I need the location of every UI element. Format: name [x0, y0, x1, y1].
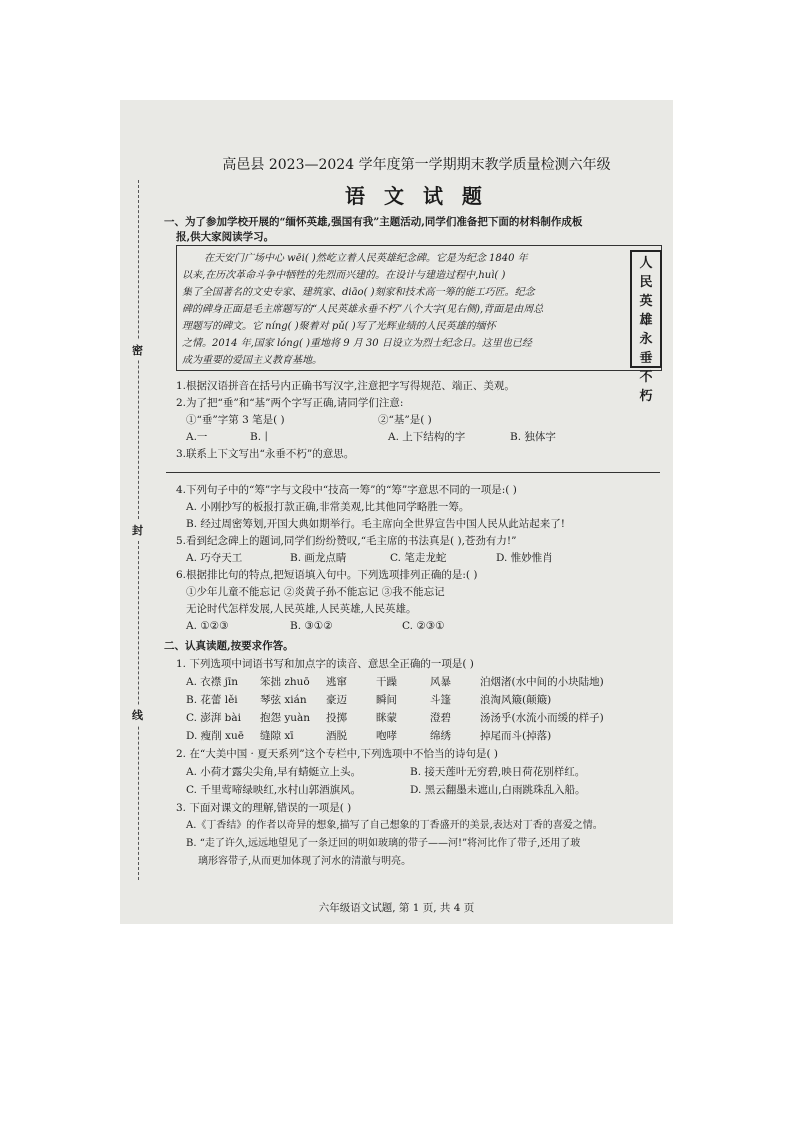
passage-line: 以来,在历次革命斗争中牺牲的先烈而兴建的。在设计与建造过程中,huì( ): [182, 270, 506, 281]
q6-option-c: C. ②③①: [402, 620, 445, 632]
q3-option-a: A.《丁香结》的作者以奇异的想象,描写了自己想象的丁香盛开的美景,表达对丁香的喜爱之情。: [186, 820, 603, 831]
q1-word: 琴弦 xián: [260, 694, 307, 706]
q5-option-c: C. 笔走龙蛇: [390, 552, 447, 564]
q6-phrases: ①少年儿童不能忘记 ②炎黄子孙不能忘记 ③我不能忘记: [186, 586, 445, 598]
q1-word: 笨拙 zhuō: [260, 676, 310, 688]
q2-option-b: B. 接天莲叶无穷碧,映日荷花别样红。: [410, 766, 586, 778]
inscription-char: 朽: [639, 389, 653, 404]
q1-word: 汤汤乎(水流小而缓的样子): [480, 712, 604, 724]
s2-question-2: 2. 在“大美中国 · 夏天系列”这个专栏中,下列选项中不恰当的诗句是( ): [176, 748, 498, 760]
passage-line: 碑的碑身正面是毛主席题写的“人民英雄永垂不朽”八个大字(见右侧),背面是由周总: [182, 304, 544, 315]
q1-word: 酒脱: [326, 730, 347, 742]
q1-word: 澄碧: [430, 712, 451, 724]
q2-option: B.丨: [250, 431, 272, 443]
q1-word: 眯蒙: [376, 712, 397, 724]
q1-option-a: A. 衣襟 jīn: [186, 676, 238, 688]
q1-word: 斗篷: [430, 694, 451, 706]
passage-line: 集了全国著名的文史专家、建筑家、diāo( )刻家和技术高一筹的能工巧匠。纪念: [182, 287, 535, 298]
q2-option: A.一: [186, 431, 208, 443]
inscription-char: 雄: [639, 313, 653, 328]
section1-heading: 一、为了参加学校开展的“缅怀英雄,强国有我”主题活动,同学们准备把下面的材料制作成板: [164, 216, 583, 228]
q5-option-d: D. 惟妙惟肖: [496, 552, 553, 564]
q1-word: 浪淘风簸(颠簸): [480, 694, 552, 706]
exam-title-line1: 高邑县 2023—2024 学年度第一学期期末教学质量检测六年级: [222, 157, 611, 173]
calligraphy-inscription: [630, 250, 662, 404]
q1-word: 干躁: [376, 676, 397, 688]
passage-line: 之情。2014 年,国家 lóng( )重地将 9 月 30 日设立为烈士纪念日。这里也已经: [182, 338, 532, 349]
q1-word: 风暴: [430, 676, 451, 688]
s2-question-1: 1. 下列选项中词语书写和加点字的读音、意思全正确的一项是( ): [176, 658, 474, 670]
inscription-char: 永: [639, 332, 653, 347]
q1-option-d: D. 瘦削 xuē: [186, 730, 244, 742]
question-2: 2.为了把“垂”和“基”两个字写正确,请同学们注意:: [176, 397, 404, 409]
question-6: 6.根据排比句的特点,把短语填入句中。下列选项排列正确的是:( ): [176, 569, 478, 581]
q1-option-c: C. 澎湃 bài: [186, 712, 242, 724]
q3-option-b-cont: 璃形容带子,从而更加体现了河水的清澈与明亮。: [198, 856, 412, 867]
q2-option-d: D. 黑云翻墨未遮山,白雨跳珠乱入船。: [410, 784, 586, 796]
q1-option-b: B. 花蕾 lěi: [186, 694, 238, 706]
q2-option: A. 上下结构的字: [388, 431, 466, 443]
q1-word: 豪迈: [326, 694, 347, 706]
q2-sub1: ①“垂”字第 3 笔是( ): [186, 414, 285, 426]
q5-option-b: B. 画龙点睛: [290, 552, 347, 564]
q4-option-b: B. 经过周密筹划,开国大典如期举行。毛主席向全世界宣告中国人民从此站起来了!: [186, 518, 565, 530]
s2-question-3: 3. 下面对课文的理解,错误的一项是( ): [176, 802, 352, 814]
q6-sentence: 无论时代怎样发展,人民英雄,人民英雄,人民英雄。: [186, 603, 417, 615]
question-4: 4.下列句子中的“筹”字与文段中“技高一筹”的“筹”字意思不同的一项是:( ): [176, 484, 517, 496]
inscription-char: 民: [639, 275, 653, 290]
seal-label-mi: 密: [132, 340, 143, 360]
inscription-char: 英: [639, 294, 653, 309]
q1-word: 掉尾而斗(掉落): [480, 730, 552, 742]
inscription-char: 不: [639, 370, 653, 385]
page-footer: 六年级语文试题, 第 1 页, 共 4 页: [318, 902, 475, 914]
seal-label-feng: 封: [132, 520, 143, 540]
q1-word: 绵绣: [430, 730, 451, 742]
q1-word: 泊烟渚(水中间的小块陆地): [480, 676, 604, 688]
exam-title: 语 文 试 题: [345, 184, 488, 208]
passage-line: 理题写的碑文。它 níng( )聚着对 pǔ( )写了光辉业绩的人民英雄的缅怀: [182, 321, 496, 332]
section2-heading: 二、认真读题,按要求作答。: [164, 640, 294, 652]
exam-sheet: [120, 100, 673, 924]
q6-option-a: A. ①②③: [186, 620, 229, 632]
q1-word: 投掷: [326, 712, 347, 724]
q6-option-b: B. ③①②: [290, 620, 333, 632]
seal-label-xian: 线: [132, 705, 143, 725]
q3-option-b: B. “走了许久,远远地望见了一条迂回的明如玻璃的带子——河!”将河比作了带子,还用了玻: [186, 838, 581, 849]
q1-word: 抱怨 yuàn: [260, 712, 311, 724]
question-3: 3.联系上下文写出“永垂不朽”的意思。: [176, 448, 355, 460]
question-1: 1.根据汉语拼音在括号内正确书写汉字,注意把字写得规范、端正、美观。: [176, 380, 515, 392]
section1-heading-cont: 报,供大家阅读学习。: [176, 231, 275, 243]
passage-line: 在天安门广场中心 wēi( )然屹立着人民英雄纪念碑。它是为纪念 1840 年: [204, 253, 528, 264]
q1-word: 逃窜: [326, 676, 347, 688]
q2-option: B. 独体字: [510, 431, 556, 443]
question-5: 5.看到纪念碑上的题词,同学们纷纷赞叹,“毛主席的书法真是( ),苍劲有力!”: [176, 535, 517, 547]
q4-option-a: A. 小刚抄写的板报打款正确,非常美观,比其他同学略胜一筹。: [186, 501, 470, 513]
q5-option-a: A. 巧夺天工: [186, 552, 243, 564]
q1-word: 咆哮: [376, 730, 397, 742]
q2-option-a: A. 小荷才露尖尖角,早有蜻蜓立上头。: [186, 766, 362, 778]
answer-line[interactable]: [166, 472, 660, 473]
q1-word: 缝隙 xī: [260, 730, 294, 742]
passage-line: 成为重要的爱国主义教育基地。: [182, 355, 322, 366]
inscription-char: 人: [639, 256, 653, 271]
inscription-char: 垂: [639, 351, 653, 366]
q1-word: 瞬间: [376, 694, 397, 706]
q2-option-c: C. 千里莺啼绿映红,水村山郭酒旗风。: [186, 784, 362, 796]
q2-sub2: ②“基”是( ): [378, 414, 432, 426]
